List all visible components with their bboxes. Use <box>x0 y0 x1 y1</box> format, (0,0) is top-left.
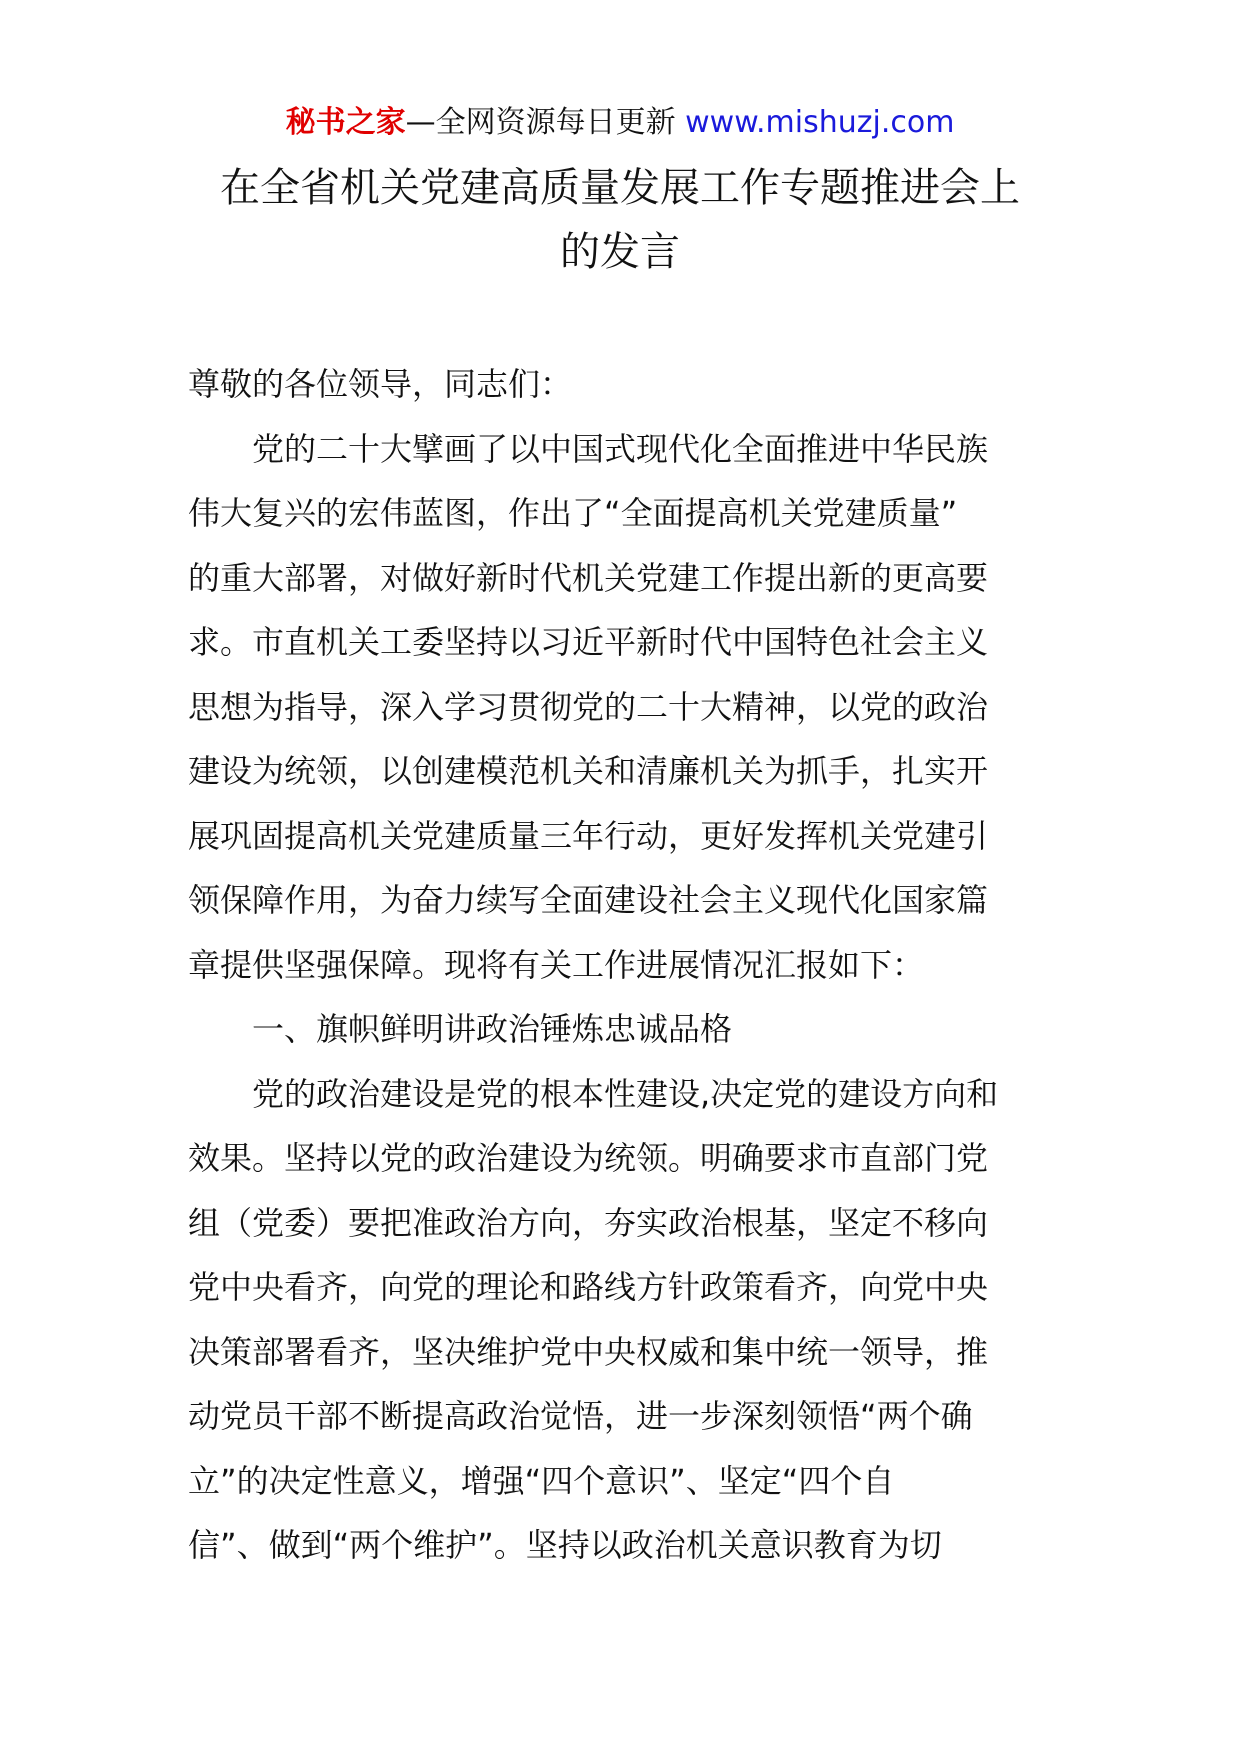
document-title <box>150 156 1090 284</box>
site-url-link[interactable]: www.mishuzj.com <box>685 105 955 140</box>
body-line: 动党员干部不断提高政治觉悟，进一步深刻领悟“两个确 <box>188 1397 973 1435</box>
body-line: 的重大部署，对做好新时代机关党建工作提出新的更高要 <box>188 558 989 597</box>
title-line: 在全省机关党建高质量发展工作专题推进会上 <box>220 165 1020 211</box>
body-line: 党中央看齐，向党的理论和路线方针政策看齐，向党中央 <box>188 1268 989 1306</box>
body-line: 信”、做到“两个维护”。坚持以政治机关意识教育为切 <box>188 1526 942 1564</box>
brand-name: 秘书之家 <box>285 105 406 140</box>
body-line: 伟大复兴的宏伟蓝图，作出了“全面提高机关党建质量” <box>188 494 958 532</box>
body-line: 建设为统领，以创建模范机关和清廉机关为抓手，扎实开 <box>188 752 989 790</box>
body-line: 效果。坚持以党的政治建设为统领。明确要求市直部门党 <box>188 1139 989 1177</box>
section-heading: 一、旗帜鲜明讲政治锤炼忠诚品格 <box>252 1010 733 1048</box>
body-line: 章提供坚强保障。现将有关工作进展情况汇报如下： <box>188 945 925 984</box>
body-line: 领保障作用，为奋力续写全面建设社会主义现代化国家篇 <box>188 881 989 919</box>
body-line: 组（党委）要把准政治方向，夯实政治根基，坚定不移向 <box>188 1203 989 1242</box>
site-header <box>0 101 1240 145</box>
body-line: 党的二十大擘画了以中国式现代化全面推进中华民族 <box>252 429 989 468</box>
body-line: 思想为指导，深入学习贯彻党的二十大精神，以党的政治 <box>188 687 989 726</box>
document-body <box>188 352 1068 1578</box>
salutation: 尊敬的各位领导，同志们： <box>188 365 573 403</box>
body-line: 求。市直机关工委坚持以习近平新时代中国特色社会主义 <box>188 623 989 661</box>
title-line: 的发言 <box>560 229 680 275</box>
body-line: 立”的决定性意义，增强“四个意识”、坚定“四个自 <box>188 1461 895 1500</box>
body-line: 决策部署看齐，坚决维护党中央权威和集中统一领导，推 <box>188 1332 989 1371</box>
body-line: 展巩固提高机关党建质量三年行动，更好发挥机关党建引 <box>188 816 989 855</box>
body-line: 党的政治建设是党的根本性建设,决定党的建设方向和 <box>252 1074 999 1113</box>
header-tagline: —全网资源每日更新 <box>405 105 686 140</box>
